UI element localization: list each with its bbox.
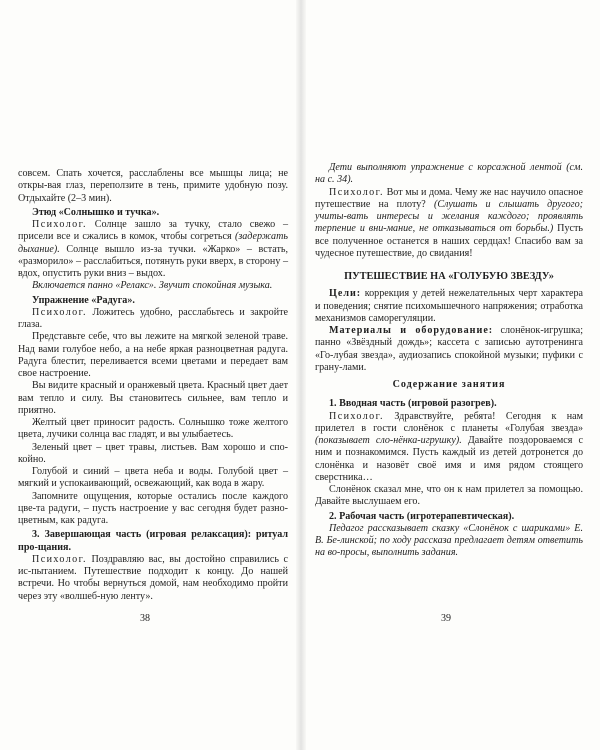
left-page-text xyxy=(18,168,288,603)
paragraph: Запомните ощущения, которые остались после каждого цве-та радуги, – пусть настроение у вас сегодня будет разно-цветным, как радуга. xyxy=(18,490,288,526)
speaker-label: Психолог. xyxy=(32,219,87,230)
italic-text: (показывает сло-нёнка-игрушку). xyxy=(315,435,462,446)
section-heading: Упражнение «Радуга». xyxy=(32,294,135,306)
stage-direction: Дети выполняют упражнение с корсажной лентой (см. на с. 34). xyxy=(315,162,583,186)
stage-direction: Педагог рассказывает сказку «Слонёнок с шариками» Е. В. Бе-линской; по ходу рассказа предлагает детям ответить на во-просы, выполнить задания. xyxy=(315,522,583,559)
paragraph: Зеленый цвет – цвет травы, листьев. Вам хорошо и спо-койно. xyxy=(18,441,288,465)
paragraph: Представьте себе, что вы лежите на мягкой зеленой траве. Над вами голубое небо, а на небе яркая разноцветная радуга. Радуга блестит, переливается всеми цветами и передает вам свое настроение. xyxy=(18,331,288,379)
paragraph: Голубой и синий – цвета неба и воды. Голубой цвет – мягкий и успокаивающий, освежающий, как вода в жару. xyxy=(18,466,288,490)
materials-label: Материалы и оборудование: xyxy=(329,325,494,336)
speaker-label: Психолог. xyxy=(32,306,87,318)
italic-text: (Слушать и слышать другого; учиты-вать интересы и желания каждого; проявлять терпение и вни-мание, не отказываться от борьбы.) xyxy=(315,198,584,235)
text-run: слонёнок-игрушка; панно «Звёздный дождь»; кассета с записью аутотренинга «Го-лубая звезда», аудиозапись спокойной музыки; пуфики с грану-лами. xyxy=(315,325,583,373)
goals-label: Цели: xyxy=(329,288,362,300)
spacer xyxy=(315,391,583,396)
text-run: Здравствуйте, ребята! Сегодня к нам прилетел в гости слонёнок с планеты «Голубая звезда» xyxy=(315,410,583,434)
text-run: Ложитесь удобно, расслабьтесь и закройте глаза. xyxy=(18,306,288,330)
section-heading: Этюд «Солнышко и тучка». xyxy=(32,206,160,218)
paragraph xyxy=(315,325,583,374)
paragraph xyxy=(18,219,288,280)
section-subtitle: Содержание занятия xyxy=(392,379,506,390)
text-run: Поздравляю вас, вы достойно справились с ис-пытанием. Путешествие подходит к концу. До нашей встречи. Но чтобы вернуться домой, нам необходимо пройти через эту «волшеб-ную ленту». xyxy=(18,553,288,602)
text-run: коррекция у детей нежелательных черт характера и поведения; снятие психомышечного напряжения; отработка механизмов саморегуляции. xyxy=(315,288,583,324)
text-run: Пусть все полученное останется в наших сердцах! Спасибо вам за чудесное путешествие, до свидания! xyxy=(315,223,584,259)
speaker-label: Психолог. xyxy=(32,553,87,565)
paragraph xyxy=(315,187,583,261)
text-run: Солнце вышло из-за тучки. «Жарко» – встать, «разморило» – расслабиться, потянуть руки вверх, в сторону – вдох, опустить руки вниз – выдох. xyxy=(18,243,288,279)
italic-text: (задержать дыхание). xyxy=(18,231,288,255)
speaker-label: Психолог. xyxy=(329,186,384,198)
paragraph: совсем. Спать хочется, расслаблены все мышцы лица; не откры-вая глаз, переползите в тень, примите удобную позу. Отдыхайте (2–3 мин). xyxy=(18,168,288,204)
right-page-text xyxy=(315,162,583,560)
paragraph xyxy=(315,411,583,485)
section-heading: 1. Вводная часть (игровой разогрев). xyxy=(329,398,497,410)
paragraph: Желтый цвет приносит радость. Солнышко тоже желтого цвета, лучики солнца вас гладят, и вы улыбаетесь. xyxy=(18,417,288,441)
chapter-title: ПУТЕШЕСТВИЕ НА «ГОЛУБУЮ ЗВЕЗДУ» xyxy=(344,271,554,282)
paragraph: Слонёнок сказал мне, что он к нам прилетел за помощью. Давайте выслушаем его. xyxy=(315,484,583,508)
section-heading: 2. Рабочая часть (игротерапевтическая). xyxy=(329,510,515,522)
speaker-label: Психолог. xyxy=(329,410,384,422)
text-run: Солнце зашло за тучку, стало свежо – присели все и сжались в комок, чтобы согреться xyxy=(18,219,288,243)
paragraph xyxy=(18,554,288,603)
left-page xyxy=(0,0,298,750)
right-page xyxy=(304,0,600,750)
text-run: Вот мы и дома. Чему же нас научило опасное путешествие на плоту? xyxy=(315,186,583,210)
spacer xyxy=(315,260,583,269)
paragraph xyxy=(18,307,288,332)
section-heading: 3. Завершающая часть (игровая релаксация): ритуал про-щания. xyxy=(18,529,288,553)
paragraph: Вы видите красный и оранжевый цвета. Красный цвет дает вам тепло и силу. Вы становитесь сильнее, вам тепло и приятно. xyxy=(18,380,288,416)
stage-direction: Включается панно «Релакс». Звучит спокойная музыка. xyxy=(32,280,273,292)
text-run: Давайте поздороваемся с ним и познакомимся. Пусть каждый из детей дотронется до слонёнка и назовёт своё имя и имя рядом стоящего сверстника… xyxy=(315,435,583,483)
page-number: 39 xyxy=(441,613,451,624)
page-number: 38 xyxy=(140,613,150,624)
paragraph xyxy=(315,288,583,325)
